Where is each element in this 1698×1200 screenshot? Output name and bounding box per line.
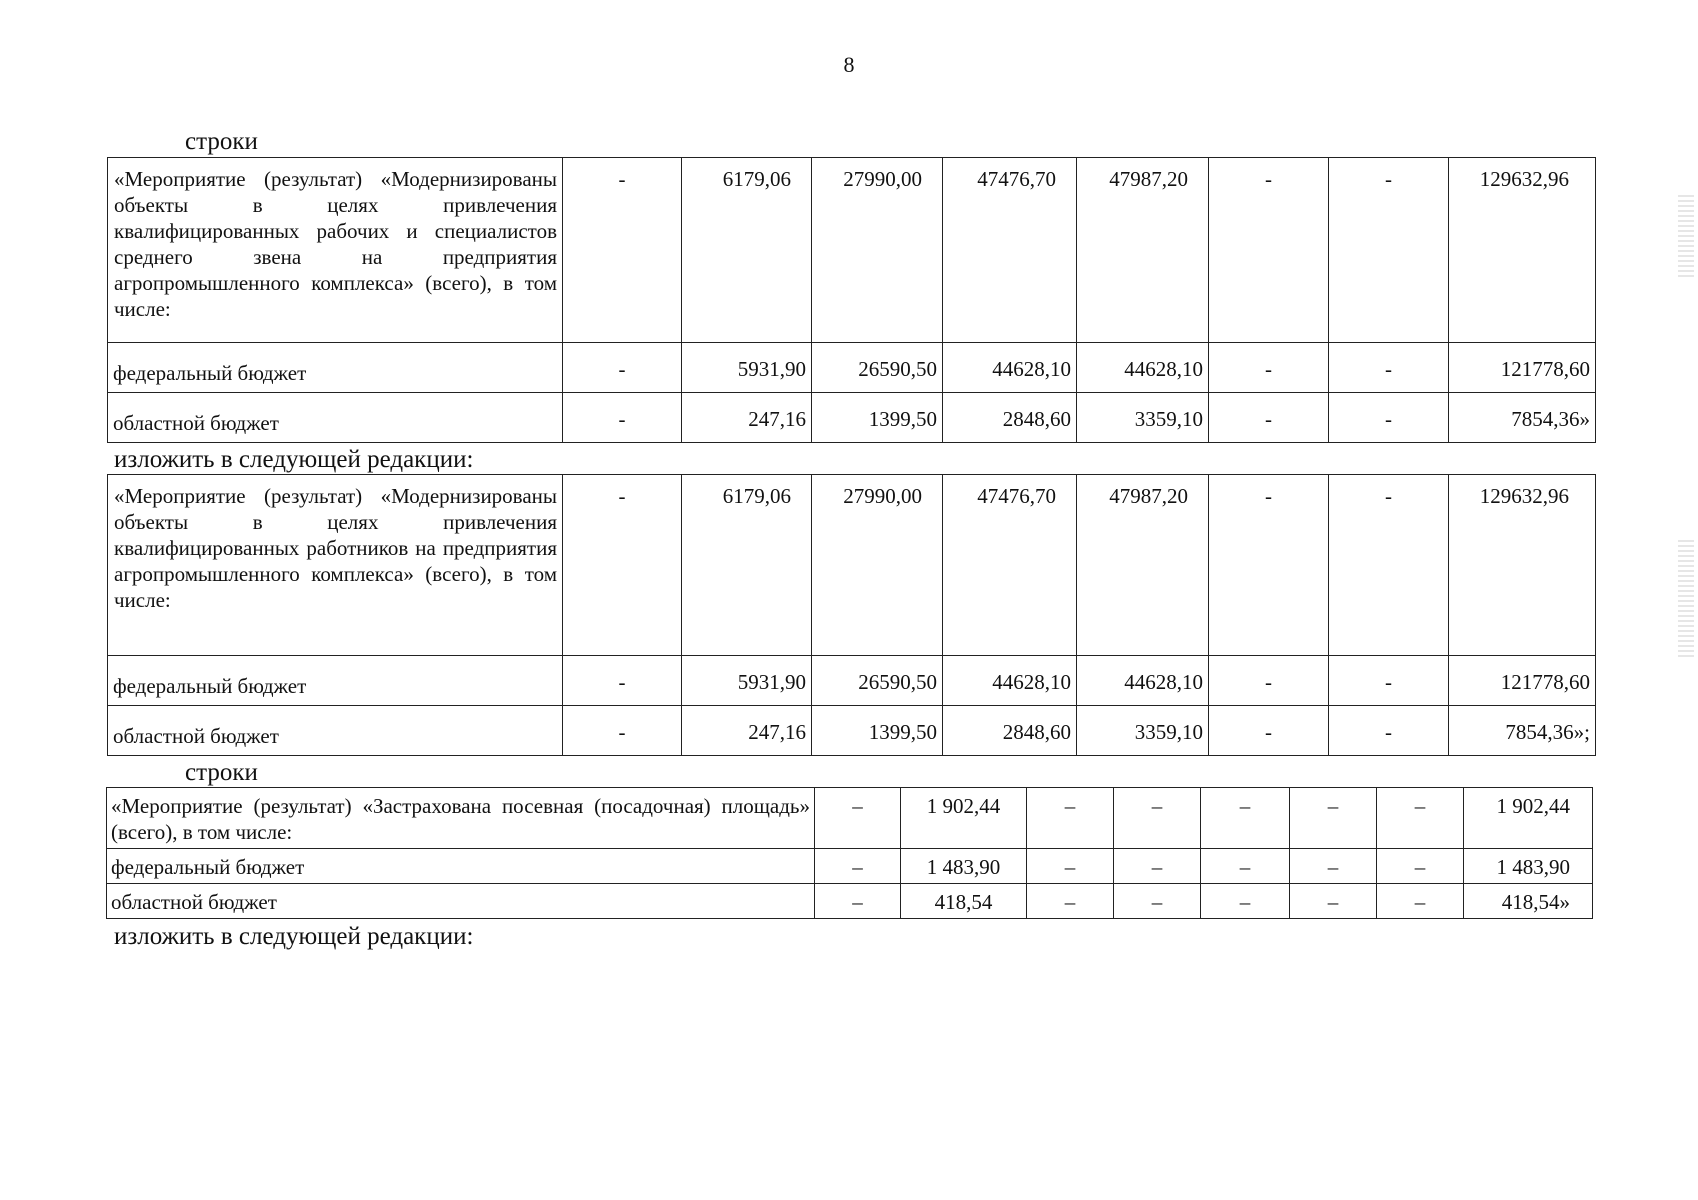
cell-total: 129632,96: [1449, 158, 1596, 343]
table-row: [108, 656, 1596, 706]
cell: –: [1290, 849, 1377, 884]
cell: 2848,60: [943, 706, 1077, 756]
cell: -: [1329, 158, 1449, 343]
cell: –: [1377, 788, 1464, 849]
table-row: [108, 475, 1596, 656]
cell: 44628,10: [943, 343, 1077, 393]
cell: 27990,00: [812, 158, 943, 343]
caption-lines: строки: [185, 128, 258, 155]
row-label: областной бюджет: [108, 393, 563, 443]
table-row: [108, 706, 1596, 756]
cell: -: [1209, 158, 1329, 343]
cell: 5931,90: [682, 656, 812, 706]
cell: -: [563, 393, 682, 443]
cell: 47476,70: [943, 158, 1077, 343]
table-original-rows: [107, 157, 1596, 443]
table-row: [108, 158, 1596, 343]
cell: -: [563, 706, 682, 756]
cell: -: [563, 475, 682, 656]
cell: –: [1114, 884, 1201, 919]
cell: 26590,50: [812, 343, 943, 393]
cell: 44628,10: [1077, 343, 1209, 393]
cell: 44628,10: [1077, 656, 1209, 706]
cell: 26590,50: [812, 656, 943, 706]
cell: 1399,50: [812, 393, 943, 443]
caption-new-wording: изложить в следующей редакции:: [114, 446, 474, 473]
caption-lines: строки: [185, 759, 258, 786]
cell-total: 121778,60: [1449, 656, 1596, 706]
cell-total: 1 483,90: [1464, 849, 1593, 884]
table-new-rows: [107, 474, 1596, 756]
cell: 47987,20: [1077, 158, 1209, 343]
table-row: [108, 343, 1596, 393]
cell: –: [1201, 884, 1290, 919]
cell: 247,16: [682, 393, 812, 443]
cell: 3359,10: [1077, 393, 1209, 443]
row-label: федеральный бюджет: [108, 656, 563, 706]
cell: –: [1027, 849, 1114, 884]
cell: -: [1329, 656, 1449, 706]
row-label: федеральный бюджет: [107, 849, 815, 884]
cell: 6179,06: [682, 158, 812, 343]
cell: -: [1329, 343, 1449, 393]
cell-total: 1 902,44: [1464, 788, 1593, 849]
cell: 418,54: [901, 884, 1027, 919]
cell: –: [1114, 849, 1201, 884]
cell: -: [1329, 393, 1449, 443]
row-label: областной бюджет: [107, 884, 815, 919]
cell-total: 121778,60: [1449, 343, 1596, 393]
cell: 3359,10: [1077, 706, 1209, 756]
row-label: федеральный бюджет: [108, 343, 563, 393]
table-row: [107, 884, 1593, 919]
cell: -: [1209, 475, 1329, 656]
cell: -: [1209, 343, 1329, 393]
cell: –: [1377, 884, 1464, 919]
cell: -: [1209, 393, 1329, 443]
cell: 247,16: [682, 706, 812, 756]
cell: –: [815, 884, 901, 919]
cell: 27990,00: [812, 475, 943, 656]
cell-total: 418,54»: [1464, 884, 1593, 919]
cell: 5931,90: [682, 343, 812, 393]
cell-total: 7854,36»: [1449, 393, 1596, 443]
cell: –: [1114, 788, 1201, 849]
cell: –: [1027, 788, 1114, 849]
table-row: [107, 849, 1593, 884]
table-insurance-rows: [106, 787, 1593, 919]
cell: –: [1290, 884, 1377, 919]
cell: 6179,06: [682, 475, 812, 656]
cell: 1399,50: [812, 706, 943, 756]
cell: 47476,70: [943, 475, 1077, 656]
cell: 1 902,44: [901, 788, 1027, 849]
cell: –: [1290, 788, 1377, 849]
cell: 44628,10: [943, 656, 1077, 706]
cell: -: [1329, 706, 1449, 756]
scan-edge-artifact: [1678, 540, 1694, 660]
page-number: 8: [843, 52, 855, 77]
row-label: «Мероприятие (результат) «Модернизированы объекты в целях привлечения квалифицированных рабочих и специалистов среднего звена на предприятия агропромышленного комплекса» (всего), в том числе:: [108, 158, 563, 343]
cell-total: 129632,96: [1449, 475, 1596, 656]
cell: –: [1201, 788, 1290, 849]
table-row: [108, 393, 1596, 443]
cell: -: [563, 343, 682, 393]
cell: –: [1027, 884, 1114, 919]
cell: –: [1377, 849, 1464, 884]
cell: -: [1329, 475, 1449, 656]
cell: -: [563, 158, 682, 343]
scan-edge-artifact: [1678, 195, 1694, 280]
cell: –: [1201, 849, 1290, 884]
cell: -: [563, 656, 682, 706]
row-label: «Мероприятие (результат) «Модернизированы объекты в целях привлечения квалифицированных работников на предприятия агропромышленного комплекса» (всего), в том числе:: [108, 475, 563, 656]
cell: –: [815, 849, 901, 884]
cell: 47987,20: [1077, 475, 1209, 656]
cell: 1 483,90: [901, 849, 1027, 884]
cell: -: [1209, 656, 1329, 706]
cell: –: [815, 788, 901, 849]
row-label: «Мероприятие (результат) «Застрахована посевная (посадочная) площадь» (всего), в том числе:: [107, 788, 815, 849]
cell-total: 7854,36»;: [1449, 706, 1596, 756]
caption-new-wording: изложить в следующей редакции:: [114, 923, 474, 950]
cell: -: [1209, 706, 1329, 756]
row-label: областной бюджет: [108, 706, 563, 756]
table-row: [107, 788, 1593, 849]
cell: 2848,60: [943, 393, 1077, 443]
